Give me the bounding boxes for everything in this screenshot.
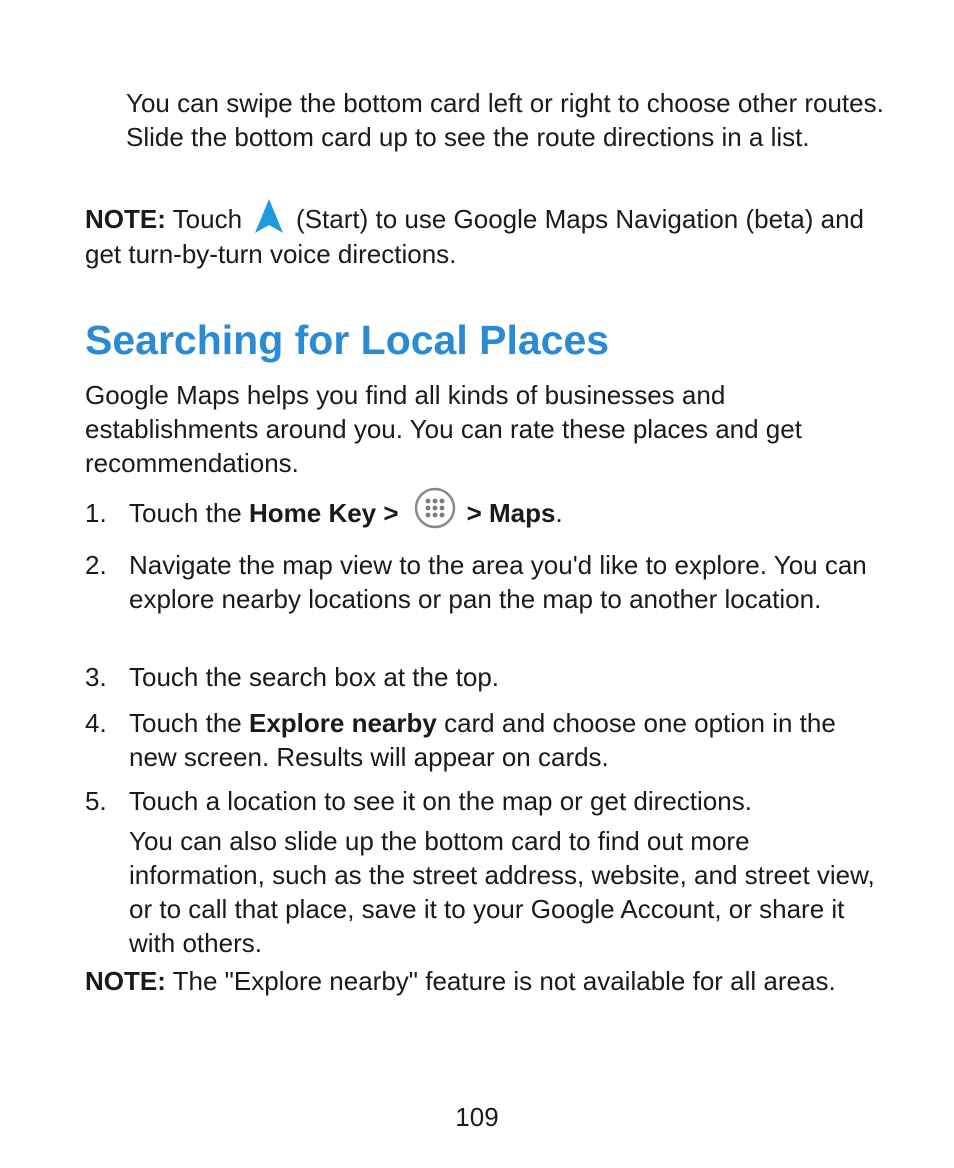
step-1-home-key: Home Key >	[248, 498, 399, 528]
step-5-detail: You can also slide up the bottom card to find out more information, such as the street address, website, and street view, or to call that place, save it to your Google Account, or share it with others.	[129, 826, 875, 958]
step-number: 4.	[85, 708, 107, 738]
start-navigation-icon	[252, 197, 286, 237]
note-text-after-icon: (Start) to use Google Maps Navigation (beta) and get turn-by-turn voice directions.	[85, 204, 864, 270]
section-heading: Searching for Local Places	[85, 317, 610, 363]
step-number: 2.	[85, 550, 107, 580]
note-label: NOTE:	[85, 966, 166, 996]
step-1-suffix: .	[555, 498, 563, 528]
step-text: Navigate the map view to the area you'd like to explore. You can explore nearby locations or pan the map to another location.	[129, 550, 867, 614]
note-text: The "Explore nearby" feature is not available for all areas.	[165, 966, 836, 996]
page-number: 109	[455, 1102, 499, 1132]
step-4-suffix: card and choose one option in the new screen. Results will appear on cards.	[129, 708, 836, 772]
note-text-before-icon: Touch	[165, 204, 243, 234]
step-4-explore-nearby: Explore nearby	[248, 708, 437, 738]
step-text	[129, 706, 874, 774]
step-text: Touch the search box at the top.	[129, 662, 500, 692]
step-number: 5.	[85, 786, 107, 816]
section-paragraph: Google Maps helps you find all kinds of businesses and establishments around you. You can rate these places and get recommendations.	[85, 380, 802, 478]
step-number: 1.	[85, 498, 107, 528]
step-text	[129, 496, 874, 530]
step-1-maps: > Maps	[466, 498, 556, 528]
note-label: NOTE:	[85, 204, 166, 234]
step-1-prefix: Touch the	[129, 498, 249, 528]
note-start-navigation	[85, 202, 885, 271]
step-number: 3.	[85, 662, 107, 692]
step-text: Touch a location to see it on the map or get directions.	[129, 786, 752, 816]
note-explore-nearby	[85, 964, 885, 998]
intro-paragraph: You can swipe the bottom card left or right to choose other routes. Slide the bottom card up to see the route directions in a list.	[126, 88, 884, 152]
step-4-prefix: Touch the	[129, 708, 249, 738]
apps-grid-icon	[413, 486, 457, 530]
